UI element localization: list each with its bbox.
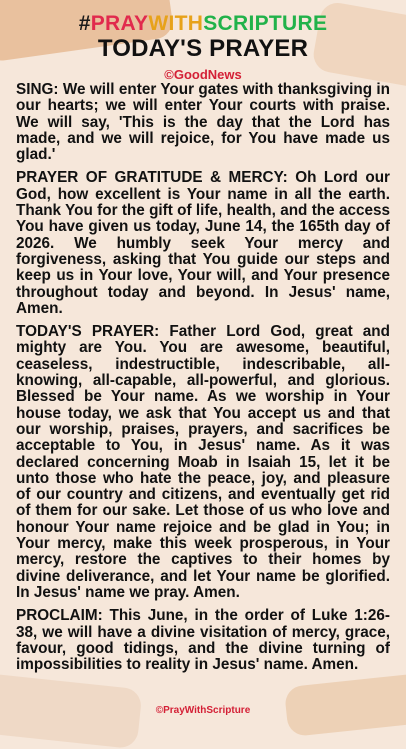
paragraph-proclaim: PROCLAIM: This June, in the order of Luke 1:26-38, we will have a divine visitation of mercy, grace, favour, good tidings, and the divine turning of impossibilities to reality in Jesus' name. Amen. [16,607,390,674]
hashtag-title [0,12,406,36]
footer-credit: ©PrayWithScripture [155,705,251,716]
paragraph-todays-prayer: TODAY'S PRAYER: Father Lord God, great and mighty are You. You are awesome, beautiful, ceaseless, indestructible, indescribable, all-knowing, all-capable, all-powerful, and glorious. Blessed be Your name. As we worship in Your house today, we ask that You accept us and that our worship, praises, prayers, and sacrifices be acceptable to You, in Jesus' name. As it was declared concerning Moab in Isaiah 15, let it be unto those who hate the peace, joy, and pleasure of our country and citizens, and eventually get rid of them for our sake. Let those of us who love and honour Your name rejoice and be glad in You; in Your mercy, make this week prosperous, in Your mercy, restore the captives to their homes by divine deliverance, and let Your name be glorified. In Jesus' name we pray. Amen. [16,323,390,601]
prayer-body [16,82,390,680]
hashtag-scripture: SCRIPTURE [203,12,328,35]
header [0,12,406,84]
paragraph-gratitude: PRAYER OF GRATITUDE & MERCY: Oh Lord our God, how excellent is Your name in all the earth. Thank You for the gift of life, health, and the access You have given us today, June 14, the 165th day of 2026. We humbly seek Your mercy and forgiveness, asking that You guide our steps and keep us in Your love, Your will, and Your presence throughout today and beyond. In Jesus' name, Amen. [16,169,390,317]
paragraph-sing: SING: We will enter Your gates with thanksgiving in our hearts; we will enter Your courts with praise. We will say, 'This is the day that the Lord has made, and we will rejoice, for You have made us glad.' [16,81,390,164]
hashtag-hash: # [78,12,91,35]
page-title: TODAY'S PRAYER [97,35,309,62]
credit-top: ©GoodNews [164,67,242,82]
hashtag-with: WITH [148,12,204,35]
hashtag-pray: PRAY [90,12,149,35]
